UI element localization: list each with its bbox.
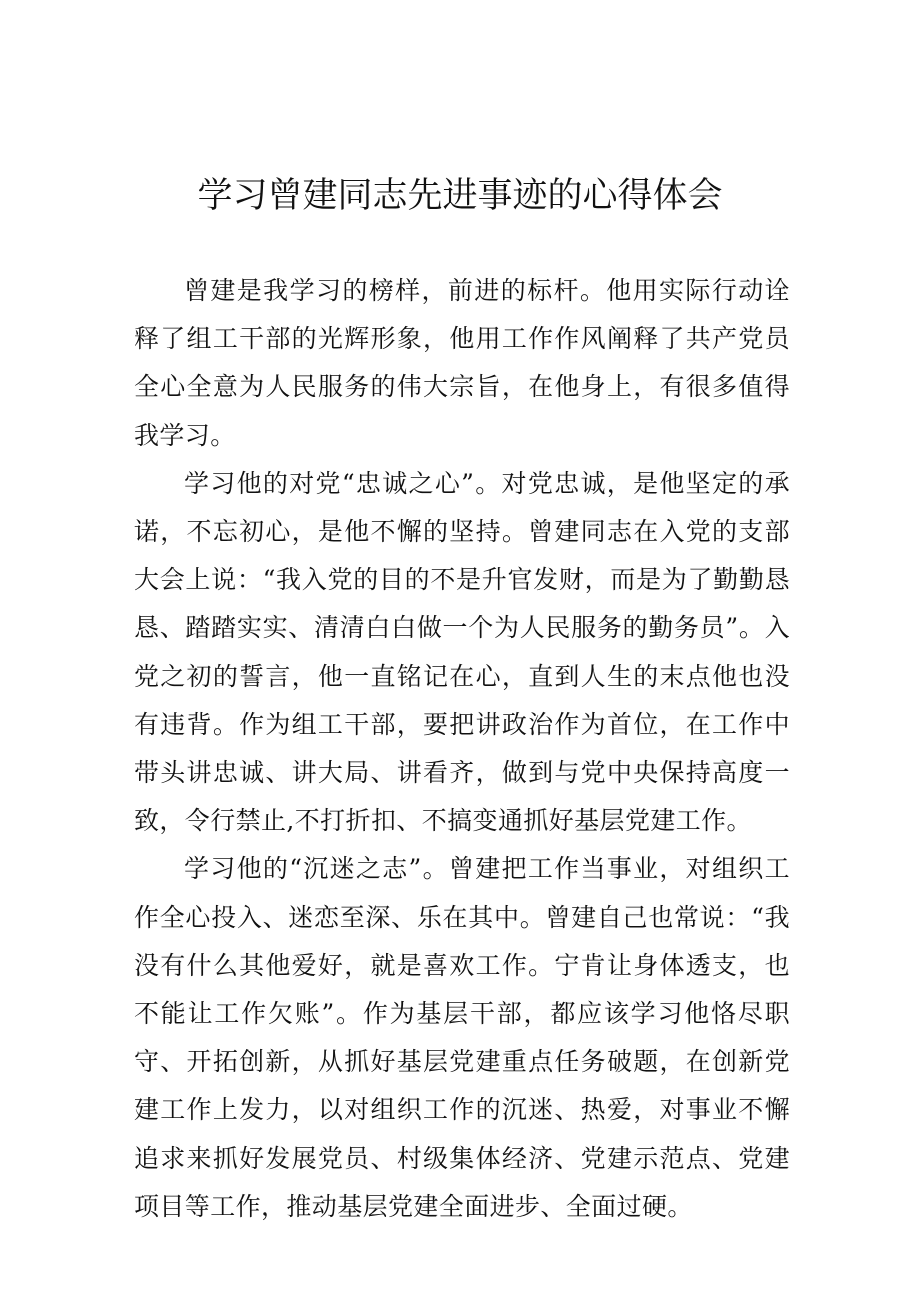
paragraph-1: 曾建是我学习的榜样，前进的标杆。他用实际行动诠释了组工干部的光辉形象，他用工作作风阐释了共产党员全心全意为人民服务的伟大宗旨，在他身上，有很多值得我学习。 — [134, 276, 790, 450]
page-title: 学习曾建同志先进事迹的心得体会 — [197, 176, 723, 216]
paragraph-2: 学习他的对党“忠诚之心”。对党忠诚，是他坚定的承诺，不忘初心，是他不懈的坚持。曾建同志在入党的支部大会上说：“我入党的目的不是升官发财，而是为了勤勤恳恳、踏踏实实、清清白白做一个为人民服务的勤务员”。入党之初的誓言，他一直铭记在心，直到人生的末点他也没有违背。作为组工干部，要把讲政治作为首位，在工作中带头讲忠诚、讲大局、讲看齐，做到与党中央保持高度一致，令行禁止,不打折扣、不搞变通抓好基层党建工作。 — [134, 468, 790, 836]
paragraph-3: 学习他的“沉迷之志”。曾建把工作当事业，对组织工作全心投入、迷恋至深、乐在其中。曾建自己也常说：“我没有什么其他爱好，就是喜欢工作。宁肯让身体透支，也不能让工作欠账”。作为基层干部，都应该学习他恪尽职守、开拓创新，从抓好基层党建重点任务破题，在创新党建工作上发力，以对组织工作的沉迷、热爱，对事业不懈追求来抓好发展党员、村级集体经济、党建示范点、党建项目等工作，推动基层党建全面进步、全面过硬。 — [134, 854, 790, 1221]
document-body — [134, 267, 790, 1231]
